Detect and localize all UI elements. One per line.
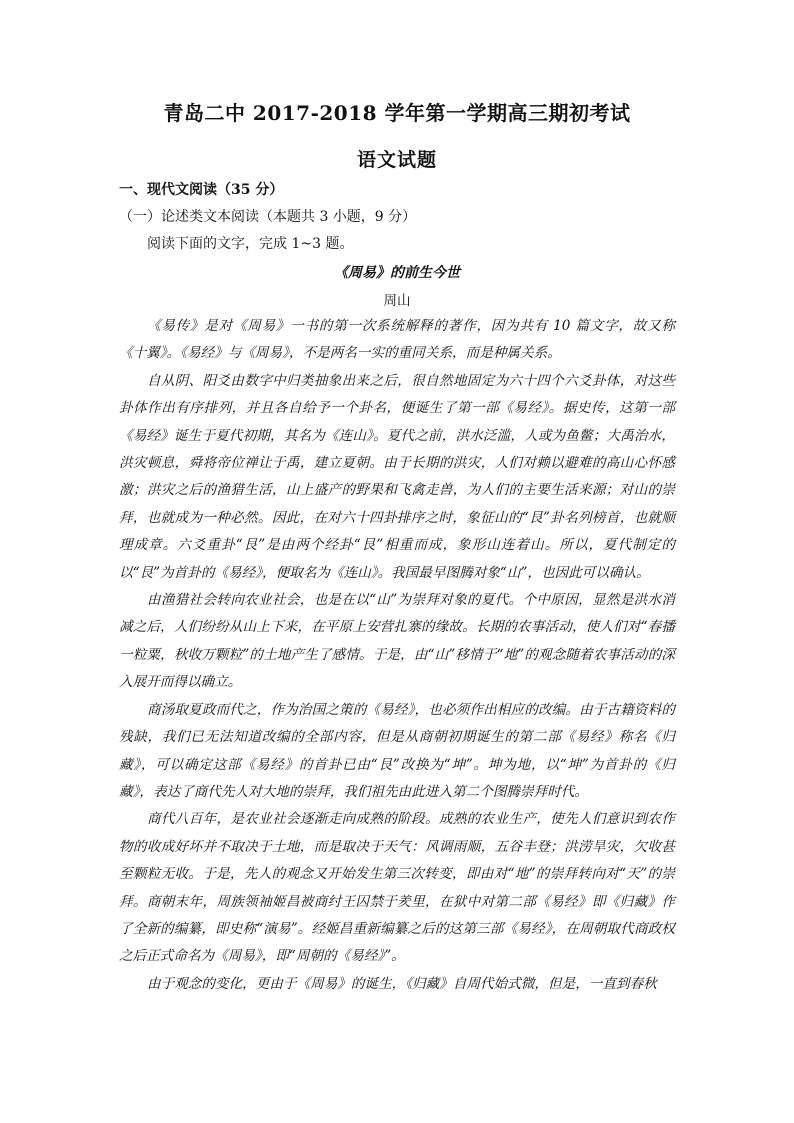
subsection-heading: （一）论述类文本阅读（本题共 3 小题，9 分） [119, 209, 417, 225]
section-heading: 一、现代文阅读（35 分） [119, 182, 284, 198]
article-paragraph: 商汤取夏政而代之，作为治国之策的《易经》，也必须作出相应的改编。由于古籍资料的残缺，我们已无法知道改编的全部内容，但是从商朝初期诞生的第二部《易经》称名《归藏》，可以确定这部《易经》的首卦已由“艮”改换为“坤”。坤为地，以“坤”为首卦的《归藏》，表达了商代先人对大地的崇拜，我们祖先由此进入第二个图腾崇拜时代。 [119, 701, 675, 800]
exam-title: 青岛二中 2017-2018 学年第一学期高三期初考试 [163, 101, 631, 125]
article-paragraph: 由渔猎社会转向农业社会，也是在以“山”为崇拜对象的夏代。个中原因，显然是洪水消减之后，人们纷纷从山上下来，在平原上安营扎寨的缘故。长期的农事活动，使人们对“春播一粒粟，秋收万颗粒”的土地产生了感情。于是，由“山”移情于“地”的观念随着农事活动的深入展开而得以确立。 [119, 592, 675, 691]
article-paragraph: 《易传》是对《周易》一书的第一次系统解释的著作，因为共有 10 篇文字，故又称《十翼》。《易经》与《周易》，不是两名一实的重同关系，而是种属关系。 [119, 318, 675, 362]
article-author: 周山 [383, 293, 411, 309]
article-paragraph: 由于观念的变化，更由于《周易》的诞生，《归藏》自周代始式微，但是，一直到春秋 [147, 975, 657, 992]
article-title: 《周易》的前生今世 [334, 265, 460, 281]
article-paragraph: 商代八百年，是农业社会逐渐走向成熟的阶段。成熟的农业生产，使先人们意识到农作物的收成好坏并不取决于土地，而是取决于天气：风调雨顺，五谷丰登；洪涝旱灾，欠收甚至颗粒无收。于是，先人的观念又开始发生第三次转变，即由对“地”的崇拜转向对“天”的崇拜。商朝末年，周族领袖姬昌被商纣王囚禁于羑里，在狱中对第二部《易经》即《归藏》作了全新的编纂，即史称“演易”。经姬昌重新编纂之后的这第三部《易经》，在周朝取代商政权之后正式命名为《周易》，即“周朝的《易经》”。 [119, 811, 675, 965]
reading-instruction: 阅读下面的文字，完成 1~3 题。 [147, 236, 354, 252]
article-paragraph: 自从阴、阳爻由数字中归类抽象出来之后，很自然地固定为六十四个六爻卦体，对这些卦体作出有序排列，并且各自给予一个卦名，便诞生了第一部《易经》。据史传，这第一部《易经》诞生于夏代初期，其名为《连山》。夏代之前，洪水泛滥，人或为鱼鳖；大禹治水，洪灾顿息，舜将帝位禅让于禹，建立夏朝。由于长期的洪灾，人们对赖以避难的高山心怀感激；洪灾之后的渔猎生活，山上盛产的野果和飞禽走兽，为人们的主要生活来源；对山的崇拜，也就成为一种必然。因此，在对六十四卦排序之时，象征山的“艮”卦名列榜首，也就顺理成章。六爻重卦“艮”是由两个经卦“艮”相重而成，象形山连着山。所以，夏代制定的以“艮”为首卦的《易经》，便取名为《连山》。我国最早图腾对象“山”，也因此可以确认。 [119, 372, 675, 581]
article-body [119, 313, 675, 998]
exam-subtitle: 语文试题 [356, 149, 437, 171]
